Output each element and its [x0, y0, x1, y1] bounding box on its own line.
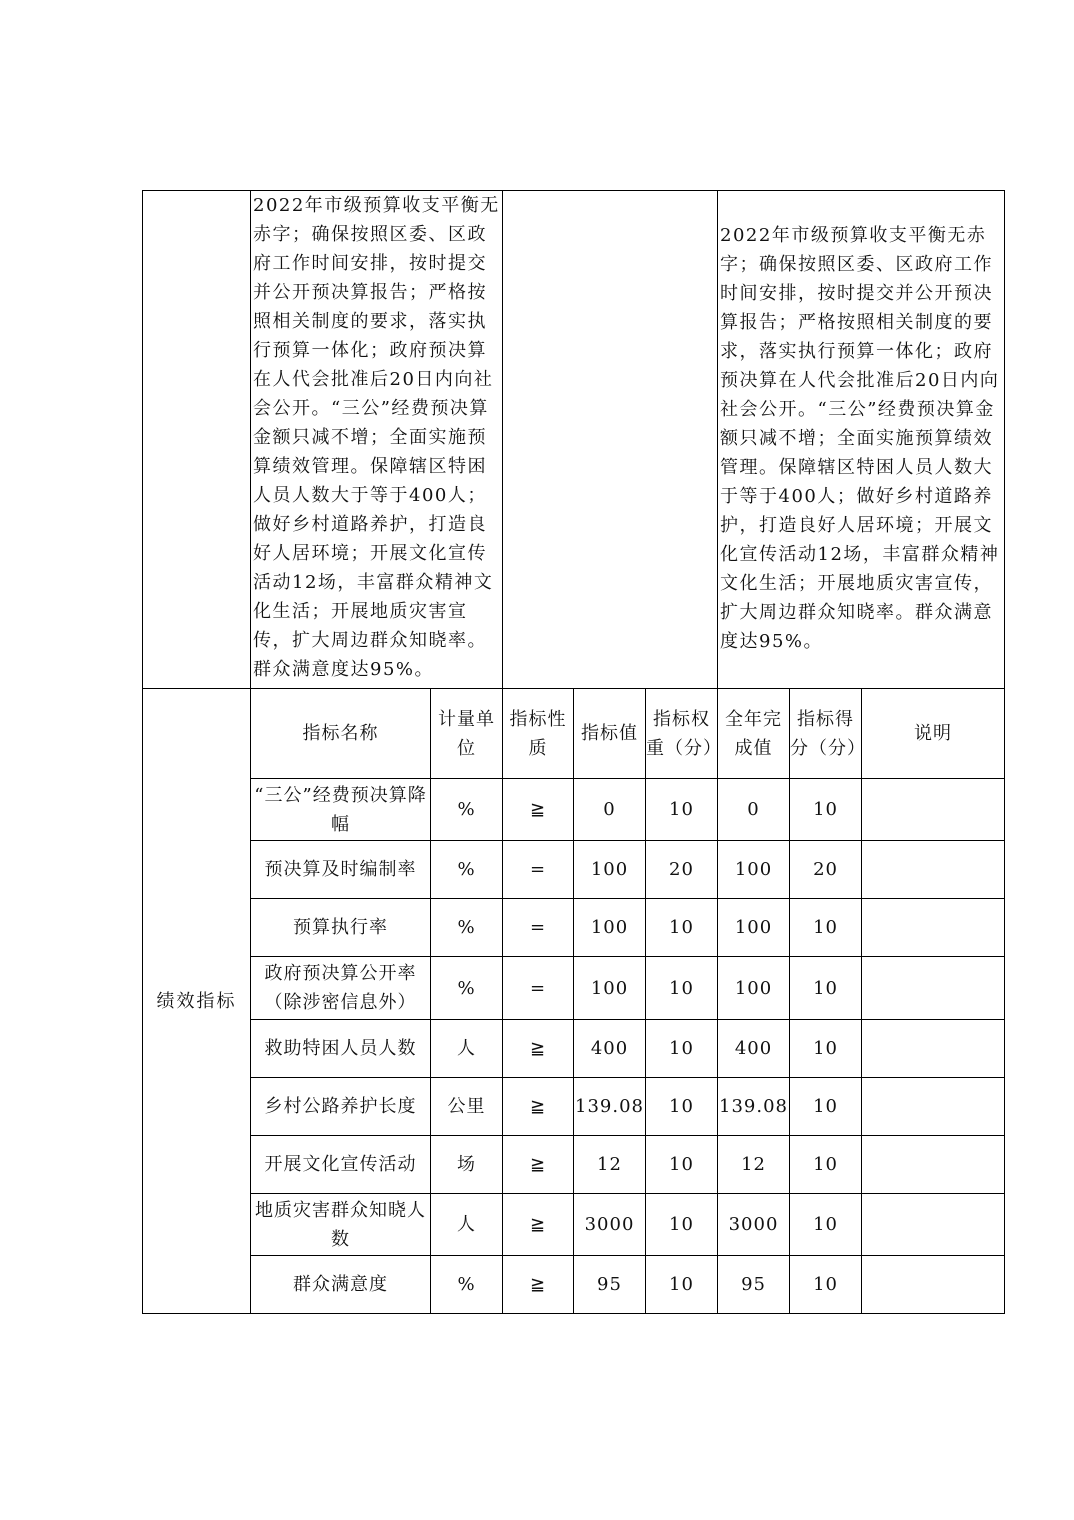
- indicator-value: 0: [574, 779, 646, 841]
- table-row: [143, 779, 1005, 841]
- goal-text-planned: 2022年市级预算收支平衡无赤字；确保按照区委、区政府工作时间安排，按时提交并公开预决算报告；严格按照相关制度的要求，落实执行预算一体化；政府预决算在人代会批准后20日内向社会公开。“三公”经费预决算金额只减不增；全面实施预算绩效管理。保障辖区特困人员人数大于等于400人；做好乡村道路养护，打造良好人居环境；开展文化宣传活动12场，丰富群众精神文化生活；开展地质灾害宣传，扩大周边群众知晓率。群众满意度达95%。: [251, 191, 503, 689]
- header-score: 指标得分（分）: [790, 689, 862, 779]
- indicator-nature: ≧: [503, 1194, 574, 1256]
- indicator-note: [862, 957, 1005, 1020]
- performance-table: [142, 190, 1005, 1314]
- indicator-weight: 10: [646, 1194, 718, 1256]
- indicator-value: 400: [574, 1020, 646, 1078]
- header-note: 说明: [862, 689, 1005, 779]
- indicator-value: 100: [574, 899, 646, 957]
- indicator-unit: %: [431, 841, 503, 899]
- indicator-weight: 10: [646, 957, 718, 1020]
- indicator-note: [862, 1256, 1005, 1314]
- indicator-unit: 场: [431, 1136, 503, 1194]
- indicator-score: 20: [790, 841, 862, 899]
- indicator-nature: ≧: [503, 1078, 574, 1136]
- indicator-nature: ≧: [503, 779, 574, 841]
- indicator-actual: 3000: [718, 1194, 790, 1256]
- header-nature: 指标性质: [503, 689, 574, 779]
- indicator-score: 10: [790, 1078, 862, 1136]
- indicator-unit: %: [431, 957, 503, 1020]
- indicator-name: 地质灾害群众知晓人数: [251, 1194, 431, 1256]
- table-header-row: [143, 689, 1005, 779]
- indicator-name: “三公”经费预决算降幅: [251, 779, 431, 841]
- goal-empty-cell: [503, 191, 718, 689]
- indicator-score: 10: [790, 1256, 862, 1314]
- goal-row: [143, 191, 1005, 689]
- indicator-value: 95: [574, 1256, 646, 1314]
- indicator-actual: 400: [718, 1020, 790, 1078]
- indicator-score: 10: [790, 1020, 862, 1078]
- table-row: [143, 1020, 1005, 1078]
- section-label: 绩效指标: [143, 689, 251, 1314]
- header-unit: 计量单位: [431, 689, 503, 779]
- table-row: [143, 1078, 1005, 1136]
- table-row: [143, 957, 1005, 1020]
- indicator-unit: 公里: [431, 1078, 503, 1136]
- indicator-name: 群众满意度: [251, 1256, 431, 1314]
- header-weight: 指标权重（分）: [646, 689, 718, 779]
- goal-label-cell: [143, 191, 251, 689]
- indicator-weight: 20: [646, 841, 718, 899]
- table-row: [143, 1256, 1005, 1314]
- header-actual: 全年完成值: [718, 689, 790, 779]
- goal-text-actual: 2022年市级预算收支平衡无赤字；确保按照区委、区政府工作时间安排，按时提交并公开预决算报告；严格按照相关制度的要求，落实执行预算一体化；政府预决算在人代会批准后20日内向社会公开。“三公”经费预决算金额只减不增；全面实施预算绩效管理。保障辖区特困人员人数大于等于400人；做好乡村道路养护，打造良好人居环境；开展文化宣传活动12场，丰富群众精神文化生活；开展地质灾害宣传，扩大周边群众知晓率。群众满意度达95%。: [718, 191, 1005, 689]
- indicator-unit: 人: [431, 1020, 503, 1078]
- indicator-name: 预算执行率: [251, 899, 431, 957]
- indicator-unit: 人: [431, 1194, 503, 1256]
- indicator-score: 10: [790, 1136, 862, 1194]
- indicator-weight: 10: [646, 1078, 718, 1136]
- indicator-nature: =: [503, 899, 574, 957]
- indicator-nature: ≧: [503, 1136, 574, 1194]
- indicator-value: 12: [574, 1136, 646, 1194]
- indicator-name: 预决算及时编制率: [251, 841, 431, 899]
- indicator-actual: 95: [718, 1256, 790, 1314]
- indicator-score: 10: [790, 779, 862, 841]
- indicator-nature: =: [503, 957, 574, 1020]
- indicator-name: 救助特困人员人数: [251, 1020, 431, 1078]
- indicator-score: 10: [790, 957, 862, 1020]
- table-row: [143, 1136, 1005, 1194]
- indicator-note: [862, 1194, 1005, 1256]
- indicator-value: 3000: [574, 1194, 646, 1256]
- indicator-note: [862, 1078, 1005, 1136]
- indicator-name: 政府预决算公开率（除涉密信息外）: [251, 957, 431, 1020]
- indicator-weight: 10: [646, 779, 718, 841]
- header-value: 指标值: [574, 689, 646, 779]
- indicator-unit: %: [431, 779, 503, 841]
- indicator-note: [862, 1020, 1005, 1078]
- indicator-score: 10: [790, 1194, 862, 1256]
- indicator-actual: 100: [718, 957, 790, 1020]
- indicator-weight: 10: [646, 1256, 718, 1314]
- table-row: [143, 1194, 1005, 1256]
- table-row: [143, 899, 1005, 957]
- indicator-actual: 12: [718, 1136, 790, 1194]
- indicator-weight: 10: [646, 1136, 718, 1194]
- indicator-value: 100: [574, 957, 646, 1020]
- indicator-actual: 100: [718, 841, 790, 899]
- indicator-note: [862, 841, 1005, 899]
- indicator-unit: %: [431, 899, 503, 957]
- indicator-actual: 100: [718, 899, 790, 957]
- indicator-note: [862, 1136, 1005, 1194]
- indicator-score: 10: [790, 899, 862, 957]
- indicator-value: 100: [574, 841, 646, 899]
- indicator-unit: %: [431, 1256, 503, 1314]
- indicator-nature: ≧: [503, 1256, 574, 1314]
- indicator-value: 139.08: [574, 1078, 646, 1136]
- table-row: [143, 841, 1005, 899]
- indicator-note: [862, 779, 1005, 841]
- indicator-weight: 10: [646, 899, 718, 957]
- indicator-weight: 10: [646, 1020, 718, 1078]
- indicator-actual: 0: [718, 779, 790, 841]
- indicator-actual: 139.08: [718, 1078, 790, 1136]
- indicator-name: 开展文化宣传活动: [251, 1136, 431, 1194]
- indicator-nature: =: [503, 841, 574, 899]
- indicator-nature: ≧: [503, 1020, 574, 1078]
- indicator-note: [862, 899, 1005, 957]
- header-name: 指标名称: [251, 689, 431, 779]
- indicator-name: 乡村公路养护长度: [251, 1078, 431, 1136]
